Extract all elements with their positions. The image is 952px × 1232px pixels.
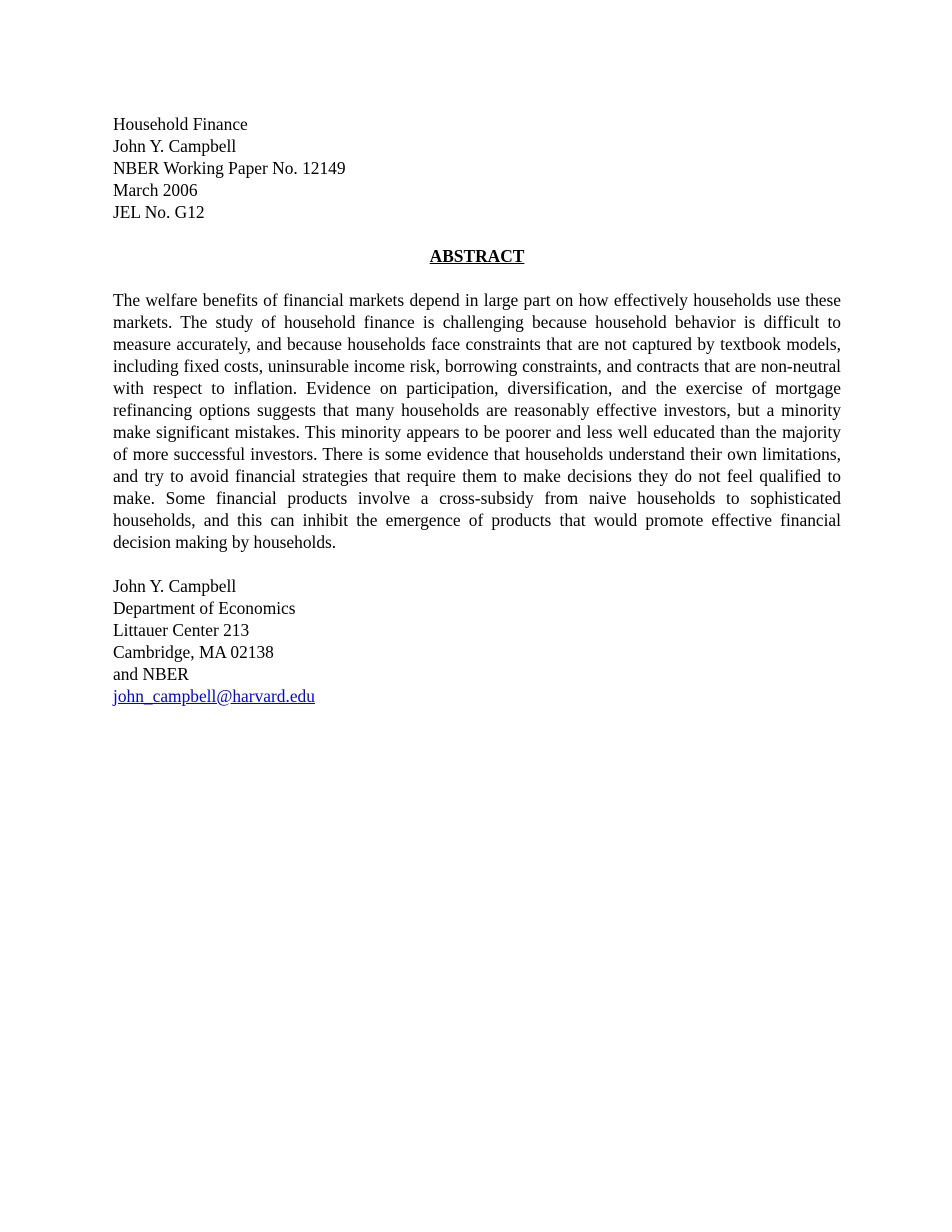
address-affiliation: and NBER <box>113 664 189 684</box>
paper-date: March 2006 <box>113 180 198 200</box>
address-city: Cambridge, MA 02138 <box>113 642 274 662</box>
address-building: Littauer Center 213 <box>113 620 250 640</box>
address-name: John Y. Campbell <box>113 576 237 596</box>
email-link[interactable]: john_campbell@harvard.edu <box>113 686 315 706</box>
paper-title: Household Finance <box>113 114 248 134</box>
abstract-heading: ABSTRACT <box>429 246 525 266</box>
paper-author: John Y. Campbell <box>113 136 237 156</box>
abstract-text: The welfare benefits of financial markets depend in large part on how effectively households use these markets. The study of household finance is challenging because household behavior is difficult to measure accurately, and because households face constraints that are not captured by textbook models, including fixed costs, uninsurable income risk, borrowing constraints, and contracts that are non-neutral with respect to inflation. Evidence on participation, diversification, and the exercise of mortgage refinancing options suggests that many households are reasonably effective investors, but a minority make significant mistakes. This minority appears to be poorer and less well educated than the majority of more successful investors. There is some evidence that households understand their own limitations, and try to avoid financial strategies that require them to make decisions they do not feel qualified to make. Some financial products involve a cross-subsidy from naive households to sophisticated households, and this can inhibit the emergence of products that would promote effective financial decision making by households. <box>113 290 841 552</box>
paper-page <box>113 113 841 707</box>
paper-series: NBER Working Paper No. 12149 <box>113 158 346 178</box>
author-address <box>113 575 841 707</box>
paper-jel-code: JEL No. G12 <box>113 202 205 222</box>
paper-header <box>113 113 841 223</box>
address-department: Department of Economics <box>113 598 296 618</box>
